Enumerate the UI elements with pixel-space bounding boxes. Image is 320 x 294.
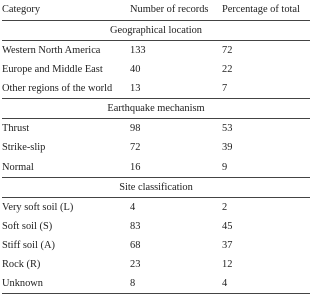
table-row <box>2 60 310 79</box>
percentage-cell: 9 <box>222 161 228 173</box>
category-cell: Stiff soil (A) <box>2 239 55 251</box>
percentage-cell: 22 <box>222 64 233 76</box>
records-cell: 98 <box>130 119 222 139</box>
table-row <box>2 236 310 255</box>
records-cell: 8 <box>130 274 222 294</box>
header-category: Category <box>2 3 130 21</box>
section-title: Geographical location <box>109 25 203 36</box>
category-cell: Strike-slip <box>2 142 46 154</box>
section-header-geographical-location <box>2 21 310 41</box>
table-row <box>2 274 310 294</box>
records-cell: 40 <box>130 64 141 76</box>
category-cell: Thrust <box>2 119 130 139</box>
category-cell: Europe and Middle East <box>2 64 103 76</box>
section-header-earthquake-mechanism <box>2 99 310 119</box>
records-cell: 133 <box>130 41 222 61</box>
records-cell: 4 <box>130 197 222 217</box>
table-row <box>2 197 310 217</box>
records-cell: 72 <box>130 142 141 154</box>
percentage-cell: 7 <box>222 83 228 95</box>
percentage-cell: 4 <box>222 274 310 294</box>
category-cell: Other regions of the world <box>2 83 113 95</box>
percentage-cell: 53 <box>222 119 310 139</box>
records-cell: 23 <box>130 258 141 270</box>
category-cell: Normal <box>2 161 34 173</box>
percentage-cell: 12 <box>222 258 233 270</box>
category-cell: Soft soil (S) <box>2 220 53 232</box>
table-row <box>2 217 310 236</box>
records-cell: 13 <box>130 83 141 95</box>
table-row <box>2 119 310 139</box>
percentage-cell: 45 <box>222 220 233 232</box>
category-cell: Very soft soil (L) <box>2 197 130 217</box>
percentage-cell: 2 <box>222 197 310 217</box>
table-row <box>2 157 310 177</box>
table-row <box>2 138 310 157</box>
percentage-cell: 72 <box>222 41 310 61</box>
records-cell: 83 <box>130 220 141 232</box>
table-row <box>2 255 310 274</box>
category-cell: Western North America <box>2 41 130 61</box>
records-table <box>2 3 310 294</box>
header-row <box>2 3 310 21</box>
section-header-site-classification <box>2 177 310 197</box>
records-cell: 16 <box>130 161 141 173</box>
table-row <box>2 41 310 61</box>
percentage-cell: 39 <box>222 142 233 154</box>
header-number-of-records: Number of records <box>130 3 222 21</box>
section-title: Site classification <box>2 177 310 197</box>
category-cell: Rock (R) <box>2 258 41 270</box>
percentage-cell: 37 <box>222 239 233 251</box>
category-cell: Unknown <box>2 274 130 294</box>
table-row <box>2 79 310 99</box>
header-percentage-of-total: Percentage of total <box>222 3 310 21</box>
section-title: Earthquake mechanism <box>2 99 310 119</box>
records-cell: 68 <box>130 239 141 251</box>
